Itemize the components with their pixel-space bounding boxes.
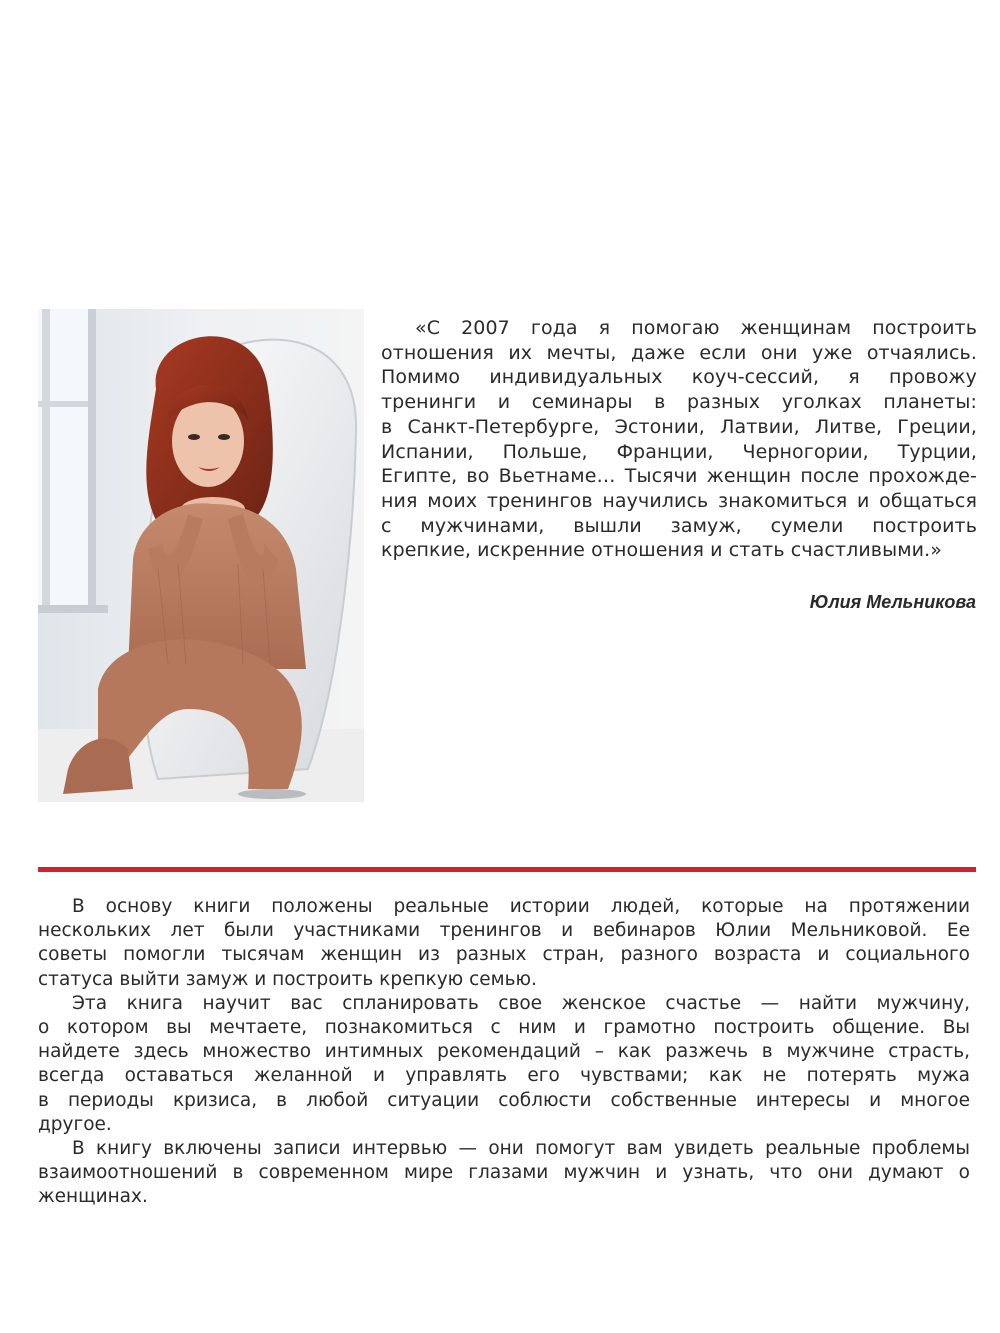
body-line: В основу книги положены реальные истории людей, которые на протяжении [72, 896, 970, 917]
body-line: В книгу включены записи интервью — они помогут вам увидеть реальные проблемы [72, 1138, 970, 1160]
body-line: нескольких лет были участниками тренингов и вебинаров Юлии Мельниковой. Ее [38, 920, 970, 942]
body-line: Эта книга научит вас спланировать свое женское счастье — найти мужчину, [72, 992, 970, 1014]
quote-line: Египте, во Вьетнаме… Тысячи женщин после прохожде- [381, 465, 977, 488]
body-line: статуса выйти замуж и построить крепкую семью. [38, 968, 537, 990]
quote-line: Испании, Польше, Франции, Черногории, Турции, [381, 440, 977, 463]
quote-block [381, 316, 977, 563]
quote-line: ния моих тренингов научились знакомиться и общаться [381, 489, 977, 512]
quote-line: отношения их мечты, даже если они уже отчаялись. [381, 341, 977, 364]
body-line: другое. [38, 1113, 112, 1135]
body-line: женщинах. [38, 1186, 148, 1208]
quote-author: Юлия Мельникова [809, 592, 976, 612]
quote-line: крепкие, искренние отношения и стать счастливыми.» [381, 539, 942, 562]
body-line: найдете здесь множество интимных рекомендаций – как разжечь в мужчине страсть, [38, 1041, 970, 1063]
body-line: советы помогли тысячам женщин из разных стран, разного возраста и социального [38, 944, 970, 966]
quote-line: «С 2007 года я помогаю женщинам построить [415, 317, 977, 339]
quote-line: Помимо индивидуальных коуч-сессий, я провожу [381, 366, 977, 389]
quote-line: в Санкт-Петербурге, Эстонии, Латвии, Литве, Греции, [381, 415, 977, 438]
body-line: о котором вы мечтаете, познакомиться с ним и грамотно построить общение. Вы [38, 1017, 970, 1039]
quote-line: с мужчинами, вышли замуж, сумели построить [381, 514, 977, 537]
quote-line: тренинги и семинары в разных уголках планеты: [381, 391, 977, 414]
author-photo [38, 309, 364, 802]
body-line: в периоды кризиса, в любой ситуации соблюсти собственные интересы и многое [38, 1089, 970, 1111]
body-line: взаимоотношений в современном мире глазами мужчин и узнать, что они думают о [38, 1162, 970, 1184]
body-line: всегда оставаться желанной и управлять его чувствами; как не потерять мужа [38, 1065, 970, 1087]
body-text [38, 895, 970, 1210]
red-divider [38, 867, 976, 872]
